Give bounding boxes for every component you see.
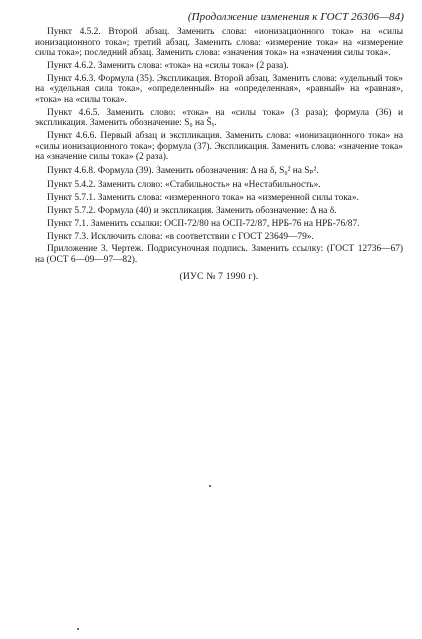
paragraph-5-7-2 <box>35 206 403 217</box>
paragraph-4-6-8 <box>35 166 403 177</box>
paragraph-text: Пункт 5.4.2. Заменить слово: «Стабильность» на «Нестабильность». <box>47 180 321 191</box>
paragraph-text: Пункт 4.6.5. Заменить слово: «тока» на «силы тока» (3 раза); формула (36) и экспликация. Заменить обозначение: S₀ на S̄ᵧ. <box>35 107 403 129</box>
paragraph-text: Пункт 4.5.2. Второй абзац. Заменить слова: «ионизационного тока» на «силы ионизационного тока»; третий абзац. Заменить слова: «измерение тока» на «измерение силы тока»; последний абзац. Заменить слова: «значения тока» на «значения силы тока». <box>35 27 403 59</box>
paragraph-text: Пункт 4.6.2. Заменить слова: «тока» на «силы тока» (2 раза). <box>47 60 289 71</box>
scan-speck <box>77 628 79 630</box>
paragraph-7-1 <box>35 219 403 230</box>
paragraph-text: Пункт 5.7.1. Заменить слова: «измеренного тока» на «измеренной силы тока». <box>47 193 359 204</box>
paragraph-text: Приложение 3. Чертеж. Подрисуночная подпись. Заменить ссылку: (ГОСТ 12736—67) на (ОСТ 6—09—97—82). <box>35 244 403 265</box>
paragraph-appendix-3 <box>35 244 403 265</box>
paragraph-text: Пункт 5.7.2. Формула (40) и экспликация. Заменить обозначение: Δ на δ. <box>47 206 337 217</box>
paragraph-text: Пункт 4.6.3. Формула (35). Экспликация. Второй абзац. Заменить слова: «удельный ток» на «удельная сила тока», «определенный» на «определенная», «равный» на «равная», «тока» на «силы тока». <box>35 73 403 105</box>
paragraph-4-6-2 <box>35 61 403 72</box>
paragraph-4-6-6 <box>35 131 403 163</box>
paragraph-text: Пункт 4.6.8. Формула (39). Заменить обозначения: Δ на δ, S₀² на Sₚ². <box>47 166 319 177</box>
document-body <box>35 27 403 282</box>
scan-speck <box>209 485 211 487</box>
paragraph-7-3 <box>35 232 403 243</box>
paragraph-text: Пункт 4.6.6. Первый абзац и экспликация. Заменить слова: «ионизационного тока» на «силы ионизационного тока»; формула (37). Экспликация. Заменить слова: «значение тока» на «значение силы тока» (2 раза). <box>35 131 403 163</box>
paragraph-4-5-2 <box>35 27 403 59</box>
continuation-header: (Продолжение изменения к ГОСТ 26306—84) <box>187 11 404 23</box>
paragraph-text: Пункт 7.3. Исключить слова: «в соответствии с ГОСТ 23649—79». <box>47 231 314 242</box>
paragraph-5-4-2 <box>35 180 403 191</box>
paragraph-4-6-3 <box>35 74 403 106</box>
paragraph-text: Пункт 7.1. Заменить ссылки: ОСП-72/80 на ОСП-72/87, НРБ-76 на НРБ-76/87. <box>47 218 360 229</box>
ius-reference: (ИУС № 7 1990 г). <box>179 270 259 282</box>
paragraph-4-6-5 <box>35 108 403 129</box>
paragraph-5-7-1 <box>35 193 403 204</box>
